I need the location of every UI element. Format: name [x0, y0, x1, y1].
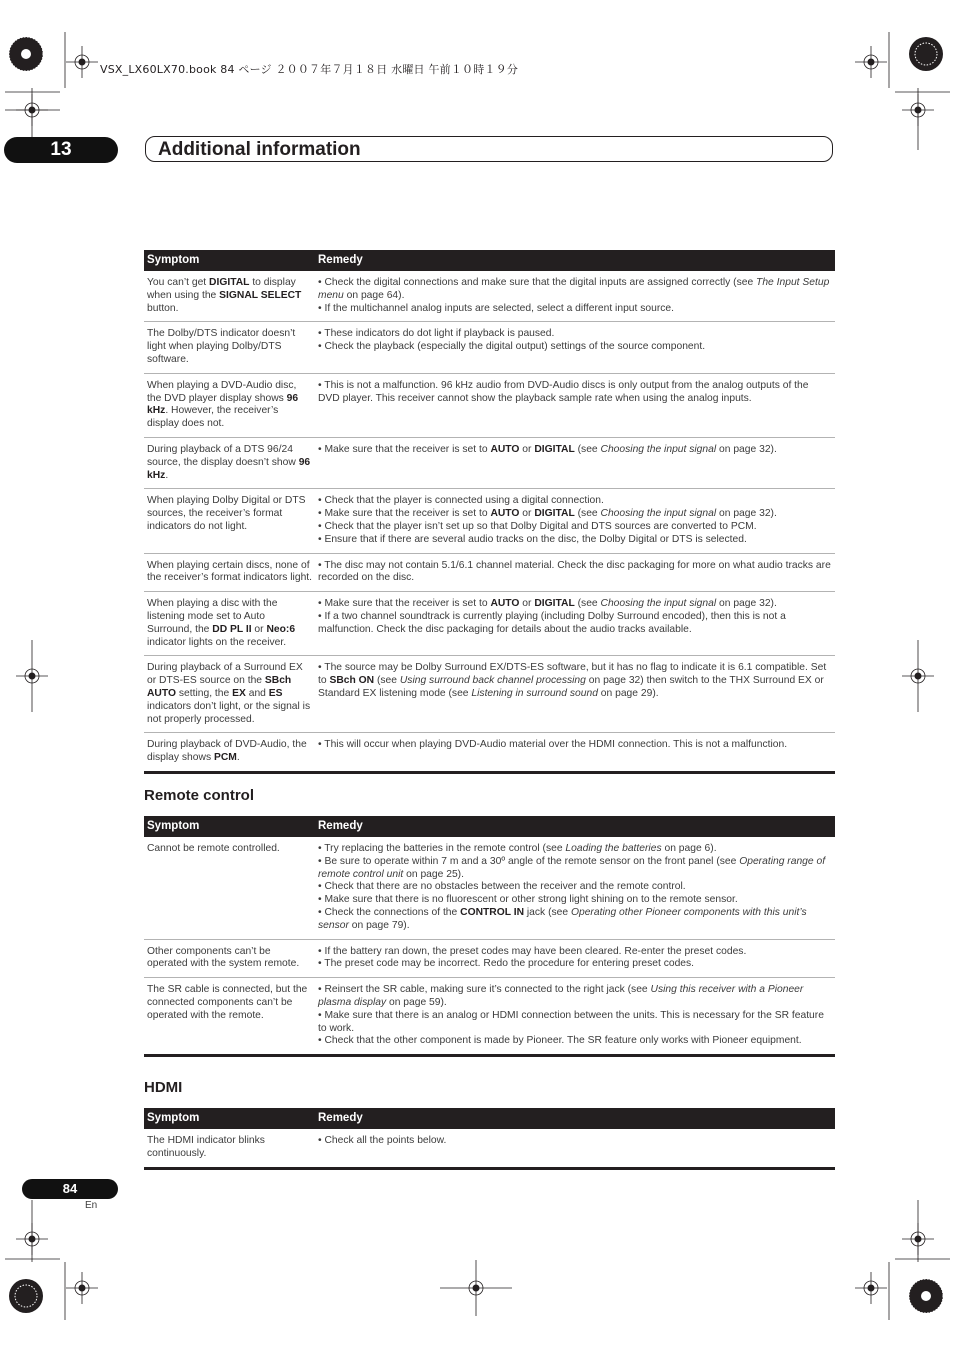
remedy-item: • This is not a malfunction. 96 kHz audio from DVD-Audio discs is only output from the analog outputs of the DVD player. This receiver cannot show the playback sample rate when using the analog inputs.: [318, 379, 809, 404]
remote-troubleshooting-table: [144, 816, 835, 1057]
table-row: [144, 837, 835, 939]
symptom-cell: When playing Dolby Digital or DTS sources, the receiver’s format indicators do not light.: [144, 489, 315, 553]
remedy-cell: [315, 592, 835, 656]
remedy-item: • Check that the other component is made by Pioneer. The SR feature only works with Pioneer equipment.: [318, 1035, 802, 1047]
remedy-header: Remedy: [315, 250, 835, 271]
remedy-cell: [315, 373, 835, 437]
remedy-header: Remedy: [315, 816, 835, 837]
remedy-item: • If the battery ran down, the preset codes may have been cleared. Re-enter the preset codes.: [318, 945, 747, 957]
remedy-item: • If a two channel soundtrack is currently playing (including Dolby Surround encoded), then this is not a malfunction. Check the disc packaging for details about the audio tracks available.: [318, 610, 786, 635]
table-row: [144, 553, 835, 592]
table-row: [144, 656, 835, 733]
section-title-hdmi: HDMI: [144, 1079, 183, 1096]
table-row: [144, 978, 835, 1056]
remedy-item: • Check the playback (especially the digital output) settings of the source component.: [318, 341, 706, 353]
hdmi-troubleshooting-table: [144, 1108, 835, 1170]
language-label: En: [85, 1200, 98, 1211]
remedy-cell: [315, 322, 835, 373]
table-row: [144, 592, 835, 656]
remedy-cell: [315, 837, 835, 939]
table-row: [144, 939, 835, 978]
table-row: [144, 489, 835, 553]
symptom-cell: During playback of a Surround EX or DTS-ES source on the SBch AUTO setting, the EX and ES indicators don’t light, or the signal is not properly processed.: [144, 656, 315, 733]
remedy-item: • Check the digital connections and make sure that the digital inputs are assigned correctly (see The Input Setup menu on page 64).: [318, 277, 830, 301]
symptom-cell: During playback of DVD-Audio, the display shows PCM.: [144, 733, 315, 773]
symptom-cell: When playing certain discs, none of the receiver’s format indicators light.: [144, 553, 315, 592]
remedy-item: • Make sure that the receiver is set to AUTO or DIGITAL (see Choosing the input signal on page 32).: [318, 443, 777, 455]
table-row: [144, 322, 835, 373]
symptom-cell: Cannot be remote controlled.: [144, 837, 315, 939]
table-row: [144, 733, 835, 773]
table-row: [144, 271, 835, 322]
remedy-item: • The preset code may be incorrect. Redo the procedure for entering preset codes.: [318, 958, 695, 970]
remedy-item: • This will occur when playing DVD-Audio material over the HDMI connection. This is not a malfunction.: [318, 739, 788, 751]
chapter-number: 13: [4, 137, 118, 163]
table-row: [144, 1129, 835, 1168]
symptom-cell: You can’t get DIGITAL to display when using the SIGNAL SELECT button.: [144, 271, 315, 322]
symptom-cell: When playing a DVD-Audio disc, the DVD player display shows 96 kHz. However, the receiver’s display does not.: [144, 373, 315, 437]
print-header: VSX_LX60LX70.book 84 ページ ２００７年７月１８日 水曜日 午前１０時１９分: [100, 63, 519, 76]
remedy-item: • The disc may not contain 5.1/6.1 channel material. Check the disc packaging for more on what audio tracks are recorded on the disc.: [318, 559, 831, 584]
symptom-header: Symptom: [144, 1108, 315, 1129]
remedy-cell: [315, 489, 835, 553]
table-row: [144, 373, 835, 437]
symptom-cell: Other components can’t be operated with the system remote.: [144, 939, 315, 978]
symptom-cell: During playback of a DTS 96/24 source, the display doesn’t show 96 kHz.: [144, 437, 315, 488]
remedy-item: • These indicators do dot light if playback is paused.: [318, 328, 555, 340]
chapter-title: Additional information: [145, 136, 833, 162]
symptom-cell: The HDMI indicator blinks continuously.: [144, 1129, 315, 1168]
symptom-header: Symptom: [144, 816, 315, 837]
remedy-item: • Reinsert the SR cable, making sure it’s connected to the right jack (see Using this receiver with a Pioneer plasma display on page 59).: [318, 984, 804, 1008]
remedy-item: • The source may be Dolby Surround EX/DTS-ES software, but it has no flag to indicate it is 6.1 compatible. Set to SBch ON (see Using surround back channel processing on page 32) then switch to the THX Surround EX or Standard EX listening mode (see Listening in surround sound on page 29).: [318, 662, 827, 699]
remedy-cell: [315, 733, 835, 773]
remedy-cell: [315, 939, 835, 978]
remedy-item: • Ensure that if there are several audio tracks on the disc, the Dolby Digital or DTS is selected.: [318, 533, 747, 545]
remedy-item: • Make sure that the receiver is set to AUTO or DIGITAL (see Choosing the input signal on page 32).: [318, 598, 777, 610]
symptom-cell: When playing a disc with the listening mode set to Auto Surround, the DD PL II or Neo:6 indicator lights on the receiver.: [144, 592, 315, 656]
remedy-item: • Check that the player is connected using a digital connection.: [318, 495, 604, 507]
remedy-item: • Make sure that there is no fluorescent or other strong light shining on to the remote sensor.: [318, 894, 738, 906]
remedy-item: • Be sure to operate within 7 m and a 30º angle of the remote sensor on the front panel (see Operating range of remote control unit on page 25).: [318, 855, 826, 880]
remedy-item: • Check that the player isn’t set up so that Dolby Digital and DTS sources are converted to PCM.: [318, 520, 757, 532]
page-number: 84: [22, 1179, 118, 1199]
remedy-cell: [315, 437, 835, 488]
symptom-cell: The SR cable is connected, but the connected components can’t be operated with the remote.: [144, 978, 315, 1056]
remedy-item: • Try replacing the batteries in the remote control (see Loading the batteries on page 6).: [318, 843, 717, 854]
remedy-item: • Check the connections of the CONTROL IN jack (see Operating other Pioneer components with this unit’s sensor on page 79).: [318, 906, 807, 931]
table-row: [144, 437, 835, 488]
remedy-cell: [315, 271, 835, 322]
remedy-item: • Check all the points below.: [318, 1135, 447, 1146]
symptom-header: Symptom: [144, 250, 315, 271]
remedy-header: Remedy: [315, 1108, 835, 1129]
remedy-cell: [315, 656, 835, 733]
symptom-cell: The Dolby/DTS indicator doesn’t light when playing Dolby/DTS software.: [144, 322, 315, 373]
remedy-cell: [315, 553, 835, 592]
remedy-cell: [315, 1129, 835, 1168]
remedy-item: • Check that there are no obstacles between the receiver and the remote control.: [318, 881, 686, 893]
digital-troubleshooting-table: [144, 250, 835, 774]
remedy-item: • Make sure that there is an analog or HDMI connection between the units. This is necessary for the SR feature to work.: [318, 1009, 824, 1034]
section-title-remote: Remote control: [144, 787, 255, 804]
remedy-cell: [315, 978, 835, 1056]
remedy-item: • If the multichannel analog inputs are selected, select a different input source.: [318, 302, 675, 314]
remedy-item: • Make sure that the receiver is set to AUTO or DIGITAL (see Choosing the input signal on page 32).: [318, 508, 777, 520]
